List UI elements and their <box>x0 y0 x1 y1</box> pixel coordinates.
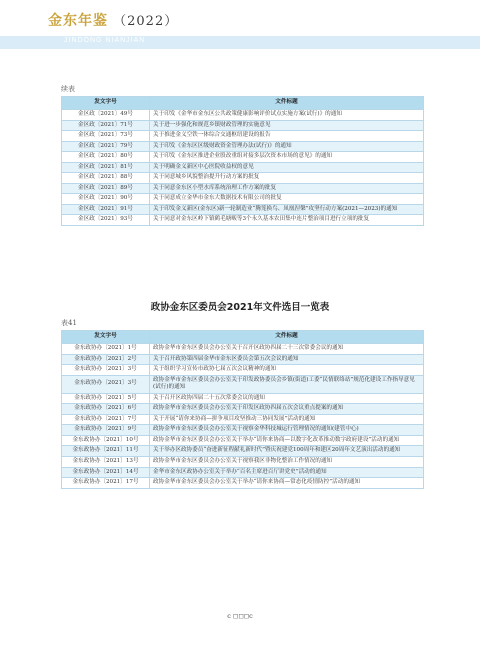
document-title: 政协金华市金东区委员会办公室关于印发区政协四届五次会议重点提案的通知 <box>150 404 424 415</box>
table-row <box>62 173 424 184</box>
document-number: 金区政〔2021〕88号 <box>62 173 150 184</box>
yearbook-name: 金东年鉴 <box>48 13 108 29</box>
document-number: 金区政〔2021〕79号 <box>62 141 150 152</box>
table-row <box>62 183 424 194</box>
table-row <box>62 425 424 436</box>
table-row <box>62 446 424 457</box>
document-title: 关于推进金义空铁一体综合交通枢纽建设的报告 <box>150 131 424 142</box>
document-number: 金东政协办〔2021〕3号 <box>62 375 150 393</box>
document-title: 政协金华市金东区委员会办公室关于印发政协委员会乡镇(街道)工委“民情联络站”规范化建设工作指导意见(试行)的通知 <box>150 375 424 393</box>
table1-col-title: 文件标题 <box>150 97 424 110</box>
document-number: 金东政协办〔2021〕5号 <box>62 393 150 404</box>
document-number: 金区政〔2021〕80号 <box>62 152 150 163</box>
yearbook-subtitle: JINDONG NIANJIAN <box>64 37 146 44</box>
document-title: 关于同意对金东区岭下镇鹤毛塘畈等3个永久基本农田集中连片整治项目进行立项的批复 <box>150 215 424 226</box>
document-number: 金东政协办〔2021〕11号 <box>62 446 150 457</box>
table-row <box>62 120 424 131</box>
table-row <box>62 141 424 152</box>
table-row <box>62 404 424 415</box>
document-title: 关于同意成立金华市金东大数据技术有限公司的批复 <box>150 194 424 205</box>
table2-col-title: 文件标题 <box>150 331 424 344</box>
document-title: 关于组织学习宣传市政协七届五次会议精神的通知 <box>150 365 424 376</box>
table2-label: 表41 <box>61 319 77 327</box>
document-number: 金东政协办〔2021〕1号 <box>62 344 150 355</box>
table-row <box>62 375 424 393</box>
document-number: 金东政协办〔2021〕6号 <box>62 404 150 415</box>
table2 <box>61 330 424 489</box>
table1-col-number: 发文字号 <box>62 97 150 110</box>
table-row <box>62 414 424 425</box>
table-row <box>62 215 424 226</box>
document-number: 金东政协办〔2021〕2号 <box>62 354 150 365</box>
document-title: 金华市金东区政协办公室关于举办“百名主席进百厅讲党史”活动的通知 <box>150 467 424 478</box>
document-title: 关于同意城乡风貌整治提升行动方案的批复 <box>150 173 424 184</box>
document-number: 金东政协办〔2021〕10号 <box>62 435 150 446</box>
document-number: 金东政协办〔2021〕14号 <box>62 467 150 478</box>
page-footer: c ◻◻◻c <box>227 612 253 620</box>
document-number: 金东政协办〔2021〕13号 <box>62 457 150 468</box>
table2-col-number: 发文字号 <box>62 331 150 344</box>
table2-section-title: 政协金东区委员会2021年文件选目一览表 <box>150 302 330 313</box>
table-row <box>62 354 424 365</box>
document-number: 金东政协办〔2021〕17号 <box>62 478 150 489</box>
document-title: 关于开展“请你来协商—拼争项目攻坚推动三协同发展”活动的通知 <box>150 414 424 425</box>
document-title: 关于印发金义新区(金东区)新一轮制造业“腾笼换鸟、凤凰涅槃”攻坚行动方案(2021—2023)的通知 <box>150 204 424 215</box>
document-number: 金区政〔2021〕90号 <box>62 194 150 205</box>
table-row <box>62 110 424 121</box>
table1 <box>61 96 424 226</box>
table-row <box>62 162 424 173</box>
document-title: 政协金华市金东区委员会办公室关于召开区政协四届二十三次常委会议的通知 <box>150 344 424 355</box>
table1-header-row <box>62 97 424 110</box>
document-number: 金区政〔2021〕49号 <box>62 110 150 121</box>
document-number: 金区政〔2021〕81号 <box>62 162 150 173</box>
document-number: 金区政〔2021〕71号 <box>62 120 150 131</box>
document-number: 金东政协办〔2021〕7号 <box>62 414 150 425</box>
table-row <box>62 467 424 478</box>
document-number: 金区政〔2021〕89号 <box>62 183 150 194</box>
table-row <box>62 457 424 468</box>
document-title: 关于召开区政协四届二十五次常委会议的通知 <box>150 393 424 404</box>
document-title: 政协金华市金东区委员会办公室关于举办“请你来协商—常态化疫情防控”活动的通知 <box>150 478 424 489</box>
table1-label: 续表 <box>61 85 75 93</box>
document-title: 政协金华市金东区委员会办公室关于举办“请你来协商—以数字化改革推动数字政府建设”活动的通知 <box>150 435 424 446</box>
table-row <box>62 194 424 205</box>
table-row <box>62 344 424 355</box>
table2-header-row <box>62 331 424 344</box>
table-row <box>62 393 424 404</box>
document-title: 关于印发《金东区推进企业股改重组对接多层次资本市场的意见》的通知 <box>150 152 424 163</box>
document-title: 政协金华市金东区委员会办公室关于视察金华科技城运行管理情况的通知(建管中心) <box>150 425 424 436</box>
table-row <box>62 365 424 376</box>
document-title: 关于印发《金东区区级财政资金管理办法(试行)》的通知 <box>150 141 424 152</box>
document-number: 金区政〔2021〕73号 <box>62 131 150 142</box>
table-row <box>62 152 424 163</box>
document-number: 金区政〔2021〕91号 <box>62 204 150 215</box>
table-row <box>62 478 424 489</box>
document-title: 关于印发《金华市金东区公共政策健康影响评价试点实施方案(试行)》的通知 <box>150 110 424 121</box>
document-number: 金东政协办〔2021〕9号 <box>62 425 150 436</box>
table-row <box>62 131 424 142</box>
yearbook-title <box>48 10 178 30</box>
document-title: 关于明确金义新区中心医院收益权的意见 <box>150 162 424 173</box>
document-number: 金东政协办〔2021〕3号 <box>62 365 150 376</box>
document-number: 金区政〔2021〕93号 <box>62 215 150 226</box>
document-title: 政协金华市金东区委员会办公室关于视察我区非物化整治工作情况的通知 <box>150 457 424 468</box>
document-title: 关于进一步强化和规范乡镇财政管理的实施意见 <box>150 120 424 131</box>
table-row <box>62 204 424 215</box>
document-title: 关于举办区政协委员“奋进新征程献礼新时代”暨庆祝建党100周年和建区20周年文艺演出活动的通知 <box>150 446 424 457</box>
page-header <box>0 0 480 52</box>
document-title: 关于召开政协第四届金华市金东区委员会第五次会议的通知 <box>150 354 424 365</box>
document-title: 关于同意金东区小型水库系统治理工作方案的批复 <box>150 183 424 194</box>
yearbook-year: （2022） <box>113 14 179 29</box>
table-row <box>62 435 424 446</box>
